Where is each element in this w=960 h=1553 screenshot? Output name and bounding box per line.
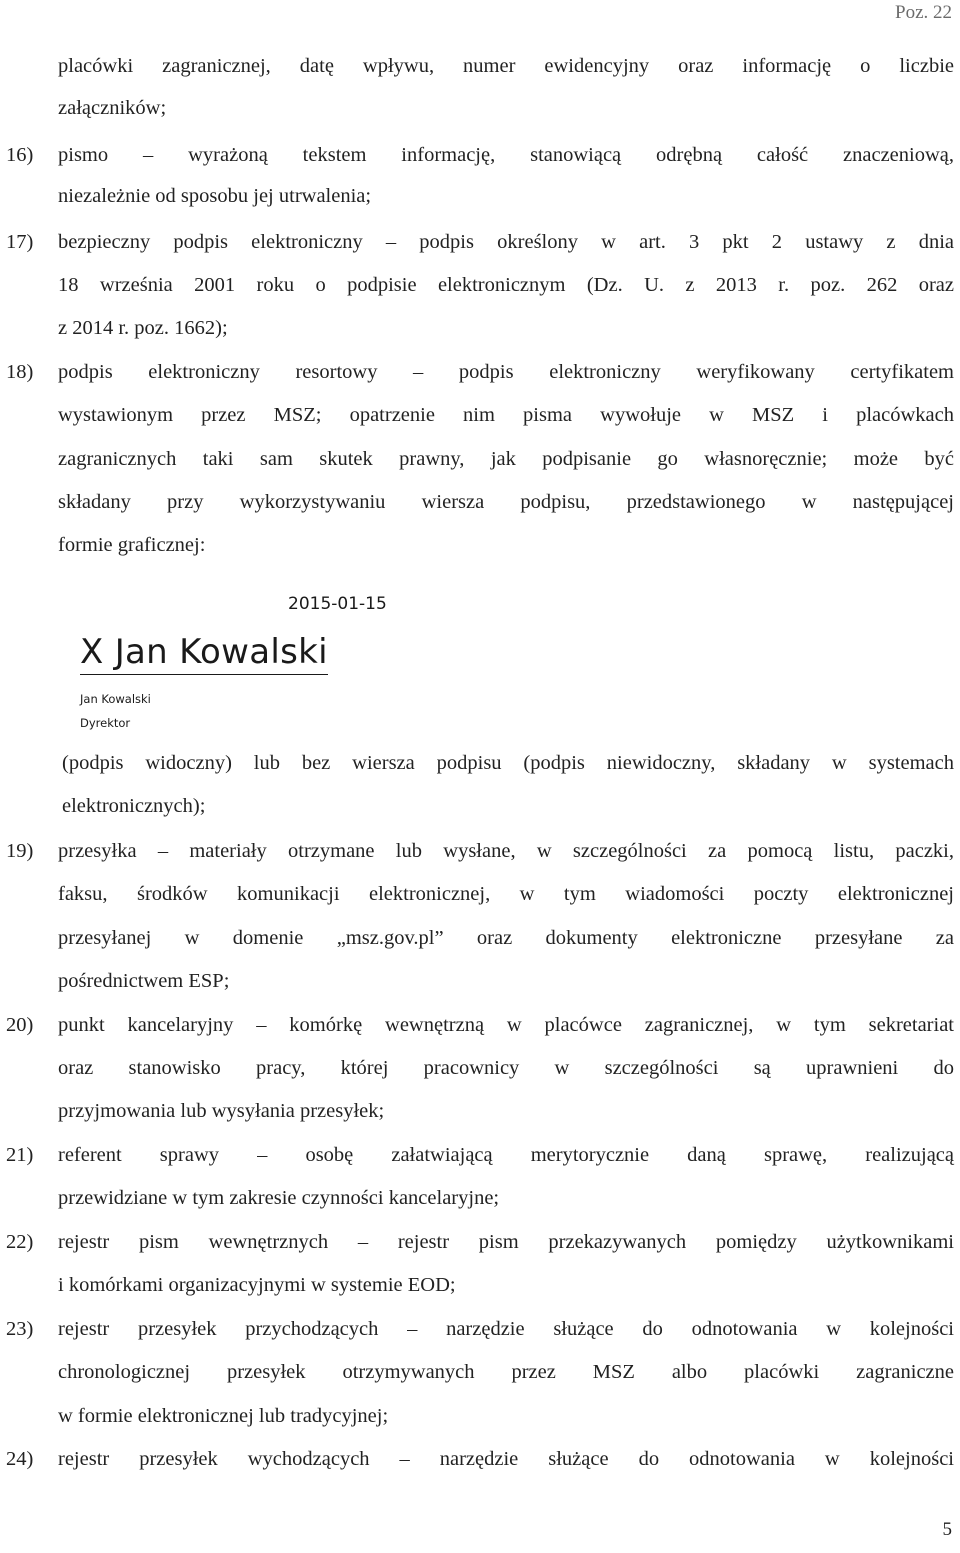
list-item-number: 24)	[6, 1448, 34, 1470]
line-text: rejestr przesyłek przychodzących – narzędzie służące do odnotowania w kolejności	[58, 1318, 954, 1340]
line-text: przyjmowania lub wysyłania przesyłek;	[58, 1100, 385, 1122]
line-text: podpis elektroniczny resortowy – podpis elektroniczny weryfikowany certyfikatem	[58, 361, 954, 383]
line-text: oraz stanowisko pracy, której pracownicy w szczególności są uprawnieni do	[58, 1057, 954, 1079]
list-item-number: 16)	[6, 144, 34, 166]
line-text: pośrednictwem ESP;	[58, 970, 230, 992]
page-header-label: Poz. 22	[895, 2, 952, 23]
signature-date: 2015-01-15	[288, 594, 387, 614]
signature-graphic	[80, 590, 400, 740]
line-text: zagranicznych taki sam skutek prawny, jak podpisanie go własnoręcznie; może być	[58, 448, 954, 470]
line-text: z 2014 r. poz. 1662);	[58, 317, 228, 339]
line-text: referent sprawy – osobę załatwiającą merytorycznie daną sprawę, realizującą	[58, 1144, 954, 1166]
line-text: załączników;	[58, 97, 167, 119]
list-item-number: 20)	[6, 1014, 34, 1036]
line-text: pismo – wyrażoną tekstem informację, stanowiącą odrębną całość znaczeniową,	[58, 144, 954, 166]
line-text: rejestr przesyłek wychodzących – narzędzie służące do odnotowania w kolejności	[58, 1448, 954, 1470]
page-number: 5	[942, 1519, 952, 1540]
list-item-number: 18)	[6, 361, 34, 383]
line-text: chronologicznej przesyłek otrzymywanych przez MSZ albo placówki zagraniczne	[58, 1361, 954, 1383]
line-text: wystawionym przez MSZ; opatrzenie nim pisma wywołuje w MSZ i placówkach	[58, 404, 954, 426]
line-text: rejestr pism wewnętrznych – rejestr pism przekazywanych pomiędzy użytkownikami	[58, 1231, 954, 1253]
line-text: formie graficznej:	[58, 534, 206, 556]
signature-signer-title: Dyrektor	[80, 716, 131, 730]
list-item-number: 23)	[6, 1318, 34, 1340]
line-text: placówki zagranicznej, datę wpływu, numer ewidencyjny oraz informację o liczbie	[58, 55, 954, 77]
line-text: przesyłka – materiały otrzymane lub wysłane, w szczególności za pomocą listu, paczki,	[58, 840, 954, 862]
line-text: niezależnie od sposobu jej utrwalenia;	[58, 185, 372, 207]
line-text: w formie elektronicznej lub tradycyjnej;	[58, 1405, 389, 1427]
list-item-number: 19)	[6, 840, 34, 862]
list-item-number: 21)	[6, 1144, 34, 1166]
line-text: faksu, środków komunikacji elektronicznej, w tym wiadomości poczty elektronicznej	[58, 883, 954, 905]
line-text: przesyłanej w domenie „msz.gov.pl” oraz dokumenty elektroniczne przesyłane za	[58, 927, 954, 949]
signature-name-line: X Jan Kowalski	[80, 632, 328, 675]
line-text: bezpieczny podpis elektroniczny – podpis określony w art. 3 pkt 2 ustawy z dnia	[58, 231, 954, 253]
line-text: elektronicznych);	[62, 795, 206, 817]
line-text: punkt kancelaryjny – komórkę wewnętrzną w placówce zagranicznej, w tym sekretariat	[58, 1014, 954, 1036]
line-text: (podpis widoczny) lub bez wiersza podpisu (podpis niewidoczny, składany w systemach	[62, 752, 954, 774]
list-item-number: 22)	[6, 1231, 34, 1253]
list-item-number: 17)	[6, 231, 34, 253]
line-text: składany przy wykorzystywaniu wiersza podpisu, przedstawionego w następującej	[58, 491, 954, 513]
line-text: i komórkami organizacyjnymi w systemie EOD;	[58, 1274, 456, 1296]
signature-signer-name: Jan Kowalski	[80, 692, 151, 706]
line-text: przewidziane w tym zakresie czynności kancelaryjne;	[58, 1187, 500, 1209]
line-text: 18 września 2001 roku o podpisie elektronicznym (Dz. U. z 2013 r. poz. 262 oraz	[58, 274, 954, 296]
